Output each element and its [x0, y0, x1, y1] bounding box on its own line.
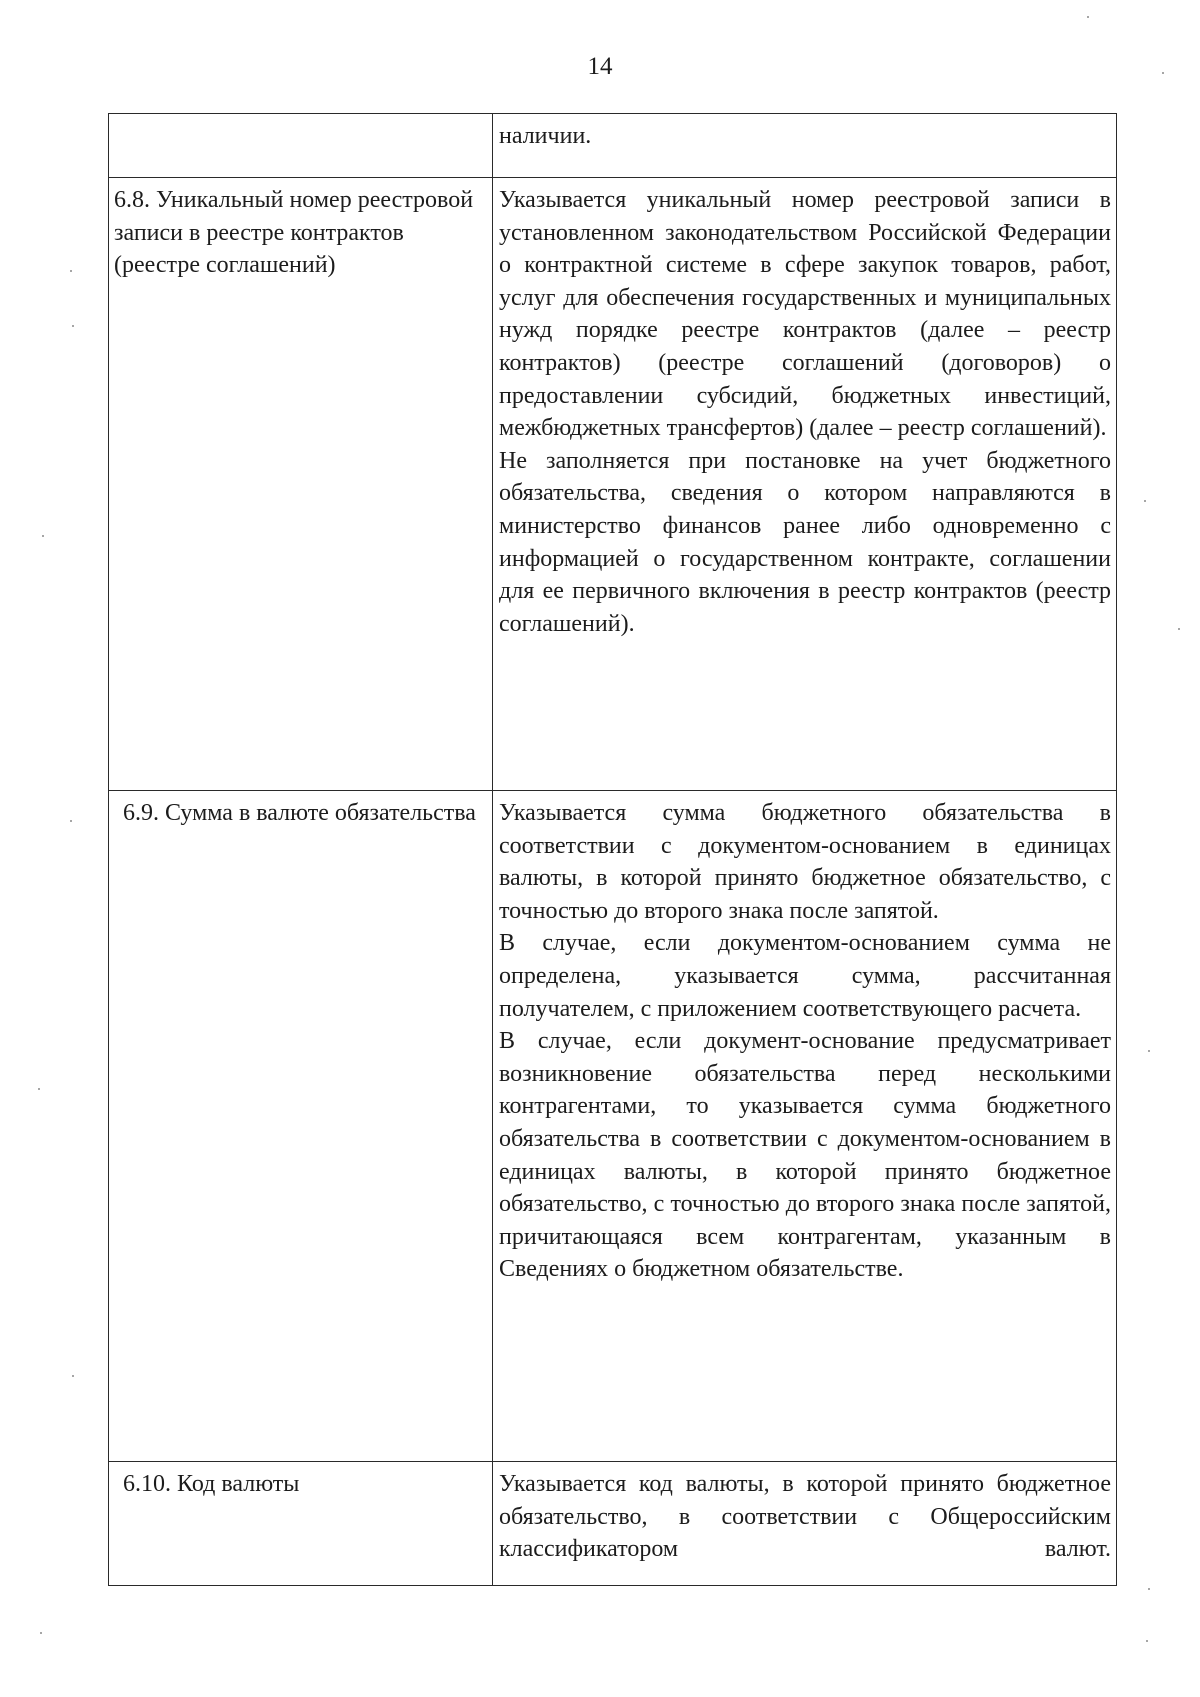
scan-speck	[1148, 1588, 1150, 1590]
field-name-cell	[109, 1462, 493, 1586]
scan-speck	[72, 325, 74, 327]
scan-speck	[1144, 500, 1146, 502]
scan-speck	[38, 1088, 40, 1090]
field-name: 6.9. Сумма в валюте обязательства	[123, 800, 476, 826]
scan-speck	[42, 535, 44, 537]
table-row	[109, 791, 1117, 1462]
description-paragraph: наличии.	[499, 123, 592, 149]
field-name: 6.8. Уникальный номер реестровой записи в реестре контрактов (реестре соглашений)	[114, 187, 474, 279]
requirements-table	[108, 113, 1117, 1586]
field-name-cell	[109, 114, 493, 178]
scan-speck	[1178, 628, 1180, 630]
scan-speck	[1087, 16, 1089, 18]
description-paragraph: Указывается код валюты, в которой принято бюджетное обязательство, в соответствии с Общероссийским классификатором валют.	[499, 1471, 1111, 1563]
field-description-cell	[493, 1462, 1117, 1586]
description-paragraph: Не заполняется при постановке на учет бюджетного обязательства, сведения о котором направляются в министерство финансов ранее либо одновременно с информацией о государственном контракте, соглашении для ее первичного включения в реестр контрактов (реестр соглашений).	[499, 447, 1111, 637]
scan-speck	[72, 1375, 74, 1377]
scan-speck	[70, 820, 72, 822]
field-description-cell	[493, 791, 1117, 1462]
field-name-cell	[109, 178, 493, 791]
description-paragraph: Указывается уникальный номер реестровой записи в установленном законодательством Российской Федерации о контрактной системе в сфере закупок товаров, работ, услуг для обеспечения государственных и муниципальных нужд порядке реестре контрактов (далее – реестр контрактов) (реестре соглашений (договоров) о предоставлении субсидий, бюджетных инвестиций, межбюджетных трансфертов) (далее – реестр соглашений).	[499, 187, 1111, 442]
scan-speck	[1148, 1050, 1150, 1052]
field-name: 6.10. Код валюты	[123, 1471, 300, 1497]
description-paragraph: В случае, если документом-основанием сумма не определена, указывается сумма, рассчитанная получателем, с приложением соответствующего расчета.	[499, 930, 1111, 1022]
description-paragraph: В случае, если документ-основание предусматривает возникновение обязательства перед несколькими контрагентами, то указывается сумма бюджетного обязательства в соответствии с документом-основанием в единицах валюты, в которой принято бюджетное обязательство, с точностью до второго знака после запятой, причитающаяся всем контрагентам, указанным в Сведениях о бюджетном обязательстве.	[499, 1028, 1111, 1283]
field-name-cell	[109, 791, 493, 1462]
table-row	[109, 114, 1117, 178]
field-description-cell	[493, 178, 1117, 791]
description-paragraph: Указывается сумма бюджетного обязательства в соответствии с документом-основанием в единицах валюты, в которой принято бюджетное обязательство, с точностью до второго знака после запятой.	[499, 800, 1111, 924]
scan-speck	[1146, 1640, 1148, 1642]
scan-speck	[1162, 72, 1164, 74]
page-number: 14	[587, 53, 613, 80]
table-row	[109, 178, 1117, 791]
field-description-cell	[493, 114, 1117, 178]
table-row	[109, 1462, 1117, 1586]
scan-speck	[70, 270, 72, 272]
scan-speck	[40, 1632, 42, 1634]
